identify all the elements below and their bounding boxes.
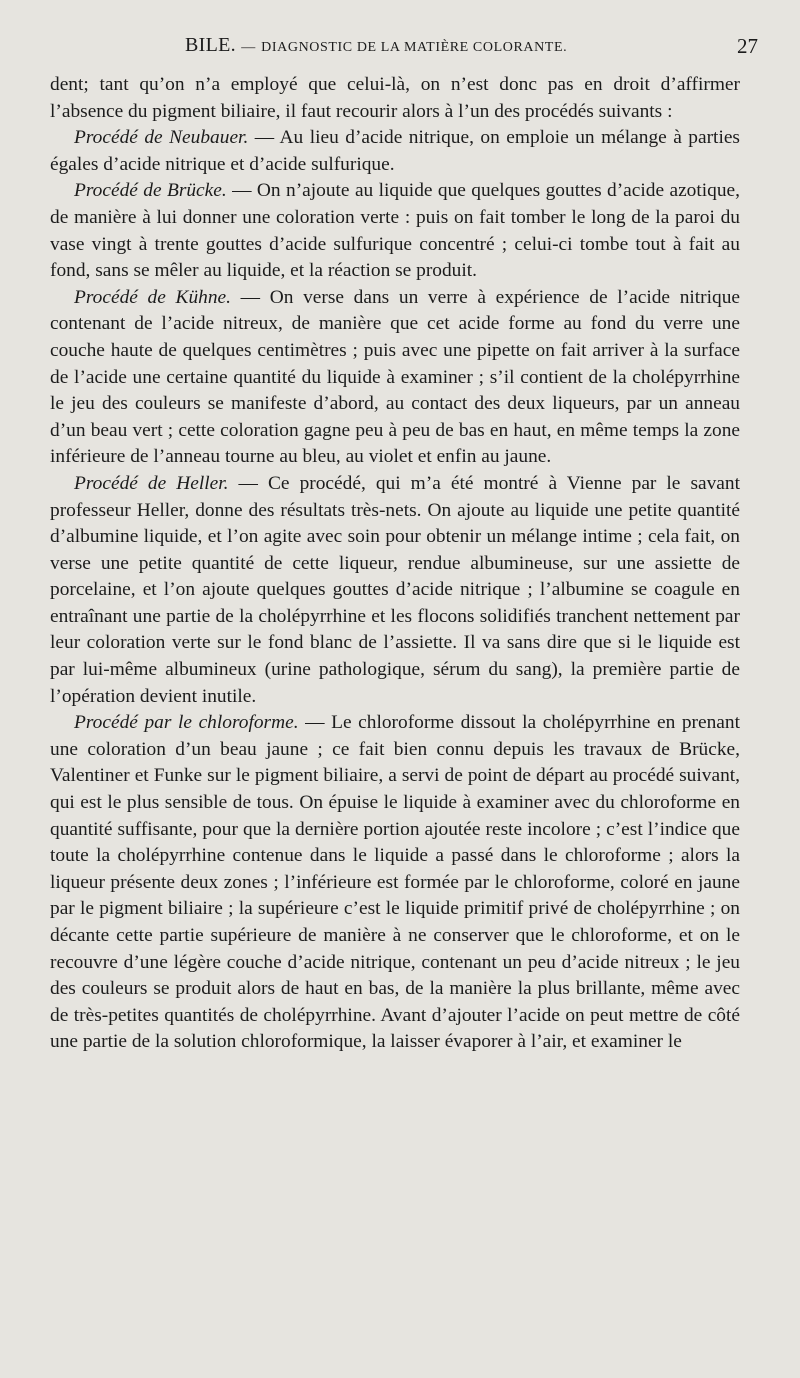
procedure-heading: Procédé de Neubauer. xyxy=(74,127,249,149)
procedure-heading: Procédé de Kühne. xyxy=(74,286,231,308)
paragraph-text: — On verse dans un verre à expérience de l’acide nitrique contenant de l’acide nitreux, de manière que cet acide forme au fond du verre une couche haute de quelques centimètres ; puis avec une pipette on fait arriver à la surface de l’acide une certaine quantité du liquide à examiner ; s’il contient de la cholépyrrhine le jeu des couleurs se manifeste d’abord, au contact des deux liqueurs, par un anneau d’un beau vert ; cette coloration gagne peu à peu de bas en haut, en même temps la zone inférieure de l’anneau tourne au bleu, au violet et enfin au jaune. xyxy=(50,286,741,468)
header-subtitle: DIAGNOSTIC DE LA MATIÈRE COLORANTE. xyxy=(261,40,568,55)
paragraph-chloroforme xyxy=(50,710,740,1056)
paragraph-text: — Au lieu d’acide nitrique, on emploie un mélange à parties égales d’acide nitrique et d’acide sulfurique. xyxy=(50,127,740,175)
procedure-heading: Procédé par le chloroforme. xyxy=(74,712,299,734)
paragraph-neubauer xyxy=(50,125,740,178)
paragraph-text: — On n’ajoute au liquide que quelques gouttes d’acide azotique, de manière à lui donner une coloration verte : puis on fait tomber le long de la paroi du vase vingt à trente gouttes d’acide sulfurique concentré ; celui-ci tombe tout à fait au fond, sans se mêler au liquide, et la réaction se produit. xyxy=(50,180,740,282)
paragraph-text: dent; tant qu’on n’a employé que celui-là, on n’est donc pas en droit d’affirmer l’absence du pigment biliaire, il faut recourir alors à l’un des procédés suivants : xyxy=(50,74,740,122)
paragraph-text: — Ce procédé, qui m’a été montré à Vienne par le savant professeur Heller, donne des résultats très-nets. On ajoute au liquide une petite quantité d’albumine liquide, et l’on agite avec soin pour obtenir un mélange intime ; cela fait, on verse une petite quantité de cette liqueur, rendue albumineuse, sur une assiette de porcelaine, et l’on ajoute quelques gouttes d’acide nitrique ; l’albumine se coagule en entraînant une partie de la cholépyrrhine et les flocons solidifiés tranchent nettement par leur coloration verte sur le fond blanc de l’assiette. Il va sans dire que si le liquide est par lui-même albumineux (urine pathologique, sérum du sang), la première partie de l’opération devient inutile. xyxy=(50,472,740,707)
header-dash: — xyxy=(241,40,256,55)
running-title xyxy=(185,34,567,57)
paragraph-continuation xyxy=(50,72,740,125)
paragraph-kuhne xyxy=(50,285,740,471)
page-number: 27 xyxy=(737,34,758,58)
running-header xyxy=(50,34,758,68)
header-section: BILE. xyxy=(185,34,236,56)
paragraph-heller xyxy=(50,471,740,710)
procedure-heading: Procédé de Heller. xyxy=(74,472,229,494)
paragraph-text: — Le chloroforme dissout la cholépyrrhine en prenant une coloration d’un beau jaune ; ce fait bien connu depuis les travaux de Brücke, Valentiner et Funke sur le pigment biliaire, a servi de point de départ au procédé suivant, qui est le plus sensible de tous. On épuise le liquide à examiner avec du chloroforme en quantité suffisante, pour que la dernière portion ajoutée reste incolore ; c’est l’indice que toute la cholépyrrhine contenue dans le liquide a passé dans le chloroforme ; alors la liqueur présente deux zones ; l’inférieure est formée par le chloroforme, coloré en jaune par le pigment biliaire ; la supérieure c’est le liquide primitif privé de cholépyrrhine ; on décante cette partie supérieure de manière à ne conserver que le chloroforme, et on le recouvre d’une légère couche d’acide nitrique, contenant un peu d’acide nitreux ; le jeu des couleurs se produit alors de haut en bas, de la manière la plus brillante, même avec de très-petites quantités de cholépyrrhine. Avant d’ajouter l’acide on peut mettre de côté une partie de la solution chloroformique, la laisser évaporer à l’air, et examiner le xyxy=(50,712,740,1053)
paragraph-brucke xyxy=(50,178,740,284)
body-text xyxy=(50,72,740,1056)
procedure-heading: Procédé de Brücke. xyxy=(74,180,227,202)
